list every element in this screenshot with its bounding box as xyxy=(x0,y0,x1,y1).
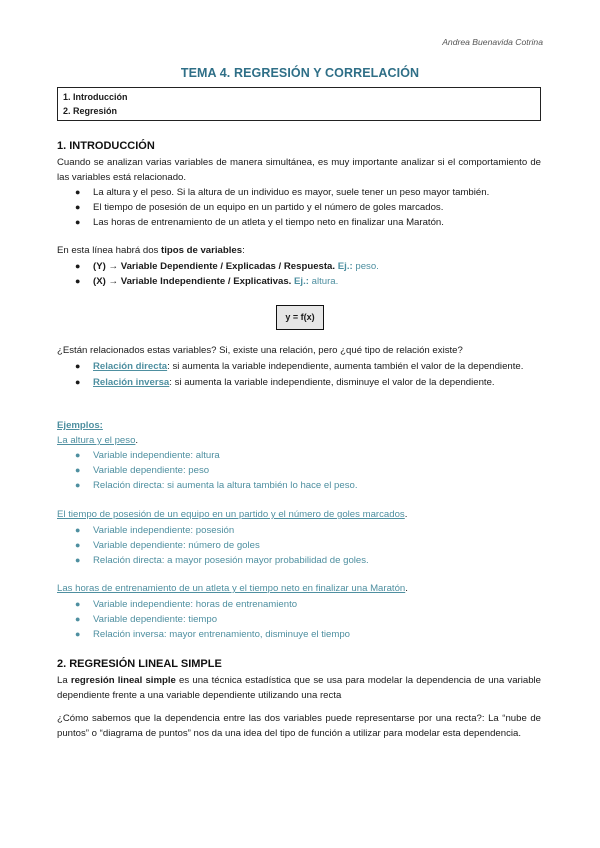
example-list xyxy=(57,523,541,568)
example-list xyxy=(57,448,541,493)
table-of-contents xyxy=(57,87,541,121)
list-item: ● (X) → Variable Independiente / Explicativas. Ej.: altura. xyxy=(75,276,339,287)
list-item: ● Relación directa: a mayor posesión mayor probabilidad de goles. xyxy=(75,555,369,566)
example-list xyxy=(57,597,541,642)
bullet-icon: ● xyxy=(75,540,81,550)
bullet-icon: ● xyxy=(75,261,81,271)
list-item: ● Relación directa: si aumenta la variable independiente, aumenta también el valor de la dependiente. xyxy=(75,361,524,372)
bullet-icon: ● xyxy=(75,629,81,639)
section-heading-regresion: 2. REGRESIÓN LINEAL SIMPLE xyxy=(57,658,222,670)
bullet-icon: ● xyxy=(75,202,81,212)
example-title: Las horas de entrenamiento de un atleta y el tiempo neto en finalizar una Maratón. xyxy=(57,583,408,594)
list-item: ● Variable dependiente: peso xyxy=(75,465,210,476)
example-title: El tiempo de posesión de un equipo en un partido y el número de goles marcados. xyxy=(57,509,408,520)
formula-box: y = f(x) xyxy=(276,305,324,330)
list-item: ● Variable independiente: horas de entrenamiento xyxy=(75,599,298,610)
intro-paragraph: Cuando se analizan varias variables de manera simultánea, es muy importante analizar si el comportamiento de las variables está relacionado. xyxy=(57,157,541,183)
list-item: ● Variable dependiente: número de goles xyxy=(75,540,260,551)
regression-question-paragraph: ¿Cómo sabemos que la dependencia entre las dos variables puede representarse por una recta?: La “nube de puntos” o “diagrama de puntos” nos da una idea del tipo de función a utilizar para modelar esta dependencia. xyxy=(57,713,541,739)
toc-item[interactable]: 2. Regresión xyxy=(63,105,118,116)
examples-heading: Ejemplos: xyxy=(57,420,103,431)
author-name: Andrea Buenavida Cotrina xyxy=(442,37,543,47)
relations-list xyxy=(57,359,541,390)
intro-bullet-list xyxy=(57,185,541,230)
bullet-icon: ● xyxy=(75,217,81,227)
list-item: ● Variable independiente: posesión xyxy=(75,525,235,536)
list-item: ● Variable dependiente: tiempo xyxy=(75,614,218,625)
bullet-icon: ● xyxy=(75,377,81,387)
bullet-icon: ● xyxy=(75,555,81,565)
list-item: ● Relación directa: si aumenta la altura también lo hace el peso. xyxy=(75,480,358,491)
relation-question: ¿Están relacionados estas variables? Si, existe una relación, pero ¿qué tipo de relación existe? xyxy=(57,345,463,356)
list-item: ● El tiempo de posesión de un equipo en un partido y el número de goles marcados. xyxy=(75,202,444,213)
relation-link[interactable]: Relación directa xyxy=(93,361,168,372)
bullet-icon: ● xyxy=(75,276,81,286)
bullet-icon: ● xyxy=(75,465,81,475)
list-item: ● Relación inversa: mayor entrenamiento, disminuye el tiempo xyxy=(75,629,351,640)
variables-list xyxy=(57,259,541,289)
bullet-icon: ● xyxy=(75,450,81,460)
bullet-icon: ● xyxy=(75,187,81,197)
list-item: ● La altura y el peso. Si la altura de un individuo es mayor, suele tener un peso mayor también. xyxy=(75,187,490,198)
bullet-icon: ● xyxy=(75,525,81,535)
list-item: ● Variable independiente: altura xyxy=(75,450,220,461)
list-item: ● (Y) → Variable Dependiente / Explicadas / Respuesta. Ej.: peso. xyxy=(75,261,379,272)
example-title: La altura y el peso. xyxy=(57,435,139,446)
relation-link[interactable]: Relación inversa xyxy=(93,377,170,388)
bullet-icon: ● xyxy=(75,480,81,490)
list-item: ● Las horas de entrenamiento de un atleta y el tiempo neto en finalizar una Maratón. xyxy=(75,217,444,228)
bullet-icon: ● xyxy=(75,599,81,609)
bullet-icon: ● xyxy=(75,614,81,624)
bullet-icon: ● xyxy=(75,361,81,371)
regression-paragraph: La regresión lineal simple es una técnica estadística que se usa para modelar la dependencia de una variable dependiente frente a una variable dependiente utilizando una recta xyxy=(57,675,541,701)
section-heading-introduccion: 1. INTRODUCCIÓN xyxy=(57,140,155,152)
list-item: ● Relación inversa: si aumenta la variable independiente, disminuye el valor de la dependiente. xyxy=(75,377,495,388)
page-title: TEMA 4. REGRESIÓN Y CORRELACIÓN xyxy=(180,66,420,80)
types-paragraph: En esta línea habrá dos tipos de variables: xyxy=(57,245,245,256)
toc-item[interactable]: 1. Introducción xyxy=(63,92,128,102)
